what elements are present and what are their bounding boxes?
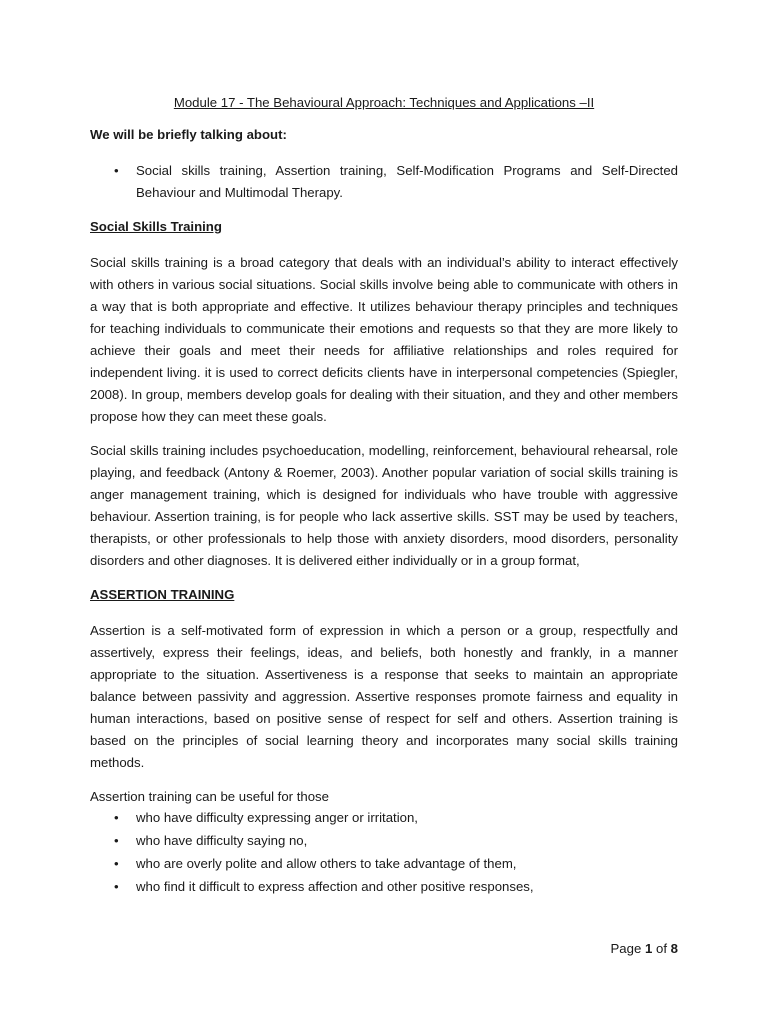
list-item	[90, 829, 678, 852]
list-item-text: who are overly polite and allow others to take advantage of them,	[136, 856, 517, 871]
list-item-text: Social skills training, Assertion training, Self-Modification Programs and Self-Directed Behaviour and Multimodal Therapy.	[136, 163, 678, 200]
intro-list	[90, 160, 678, 204]
list-item	[90, 160, 678, 204]
page-of: of	[652, 941, 671, 956]
list-lead: Assertion training can be useful for those	[90, 789, 329, 804]
list-item-text: who have difficulty expressing anger or irritation,	[136, 810, 418, 825]
section-heading-assertion-training: ASSERTION TRAINING	[90, 587, 235, 602]
list-item-text: who have difficulty saying no,	[136, 833, 308, 848]
bullet-icon: •	[114, 856, 119, 871]
document-title: Module 17 - The Behavioural Approach: Techniques and Applications –II	[173, 95, 595, 110]
document-page	[90, 92, 678, 898]
paragraph: Social skills training includes psychoeducation, modelling, reinforcement, behavioural rehearsal, role playing, and feedback (Antony & Roemer, 2003). Another popular variation of social skills training is anger management training, which is designed for individuals who have trouble with aggressive behaviour. Assertion training, is for people who lack assertive skills. SST may be used by teachers, therapists, or other professionals to help those with anxiety disorders, mood disorders, personality disorders and other diagnoses. It is delivered either individually or in a group format,	[90, 443, 678, 568]
page-number	[611, 941, 678, 956]
page-total: 8	[670, 941, 678, 956]
bullet-icon: •	[114, 833, 119, 848]
bullet-icon: •	[114, 879, 119, 894]
bullet-icon: •	[114, 810, 119, 825]
page-prefix: Page	[610, 941, 645, 956]
list-item	[90, 875, 678, 898]
list-item	[90, 806, 678, 829]
intro-heading: We will be briefly talking about:	[90, 127, 287, 142]
section-heading-social-skills: Social Skills Training	[90, 219, 222, 234]
paragraph: Assertion is a self-motivated form of expression in which a person or a group, respectfully and assertively, express their feelings, ideas, and beliefs, both honestly and frankly, in a manner appropriate to the situation. Assertiveness is a response that seeks to maintain an appropriate balance between passivity and aggression. Assertive responses promote fairness and equality in human interactions, based on positive sense of respect for self and others. Assertion training is based on the principles of social learning theory and incorporates many social skills training methods.	[90, 623, 678, 770]
paragraph: Social skills training is a broad category that deals with an individual’s ability to interact effectively with others in various social situations. Social skills involve being able to communicate with others in a way that is both appropriate and effective. It utilizes behaviour therapy principles and techniques for teaching individuals to communicate their emotions and requests so that they are more likely to achieve their goals and meet their needs for affiliative relationships and roles required for independent living. it is used to correct deficits clients have in interpersonal competencies (Spiegler, 2008). In group, members develop goals for dealing with their situation, and they and other members propose how they can meet these goals.	[90, 255, 678, 424]
bullet-icon: •	[114, 163, 119, 178]
assertion-list	[90, 806, 678, 898]
list-item	[90, 852, 678, 875]
list-item-text: who find it difficult to express affection and other positive responses,	[136, 879, 534, 894]
page-current: 1	[644, 941, 653, 956]
